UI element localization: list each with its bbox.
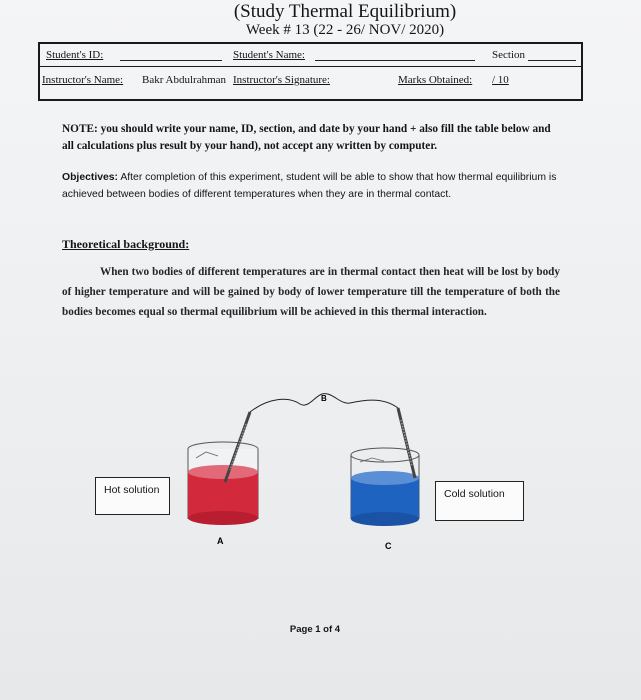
objectives-text: After completion of this experiment, student will be able to show that how thermal equilibrium is achieved between bodies of different temperatures when they are in thermal contact. <box>62 172 557 200</box>
student-name-field <box>315 48 475 61</box>
info-divider <box>40 66 581 67</box>
marks-value: / 10 <box>492 74 509 86</box>
objectives-paragraph <box>62 170 562 203</box>
student-info-box <box>38 42 583 101</box>
page-number: Page 1 of 4 <box>289 624 341 635</box>
note-paragraph: NOTE: you should write your name, ID, section, and date by your hand + also fill the table below and all calculations plus result by your hand), not accept any written by computer. <box>62 123 551 152</box>
label-a: A <box>217 536 224 546</box>
objectives-label: Objectives: <box>62 172 119 183</box>
instructor-signature-label: Instructor's Signature: <box>233 74 330 86</box>
cold-thermometer <box>398 408 415 478</box>
thermal-equilibrium-diagram <box>0 370 641 570</box>
section-field <box>528 48 576 61</box>
student-name-label: Student's Name: <box>233 49 305 61</box>
label-b: B <box>321 394 327 403</box>
section-label: Section <box>492 49 525 61</box>
student-id-field <box>120 48 222 61</box>
marks-label: Marks Obtained: <box>398 74 473 86</box>
hot-beaker <box>188 442 258 525</box>
theory-heading: Theoretical background: <box>62 237 190 251</box>
student-id-label: Student's ID: <box>46 49 104 61</box>
theory-paragraph <box>62 262 560 322</box>
week-subtitle: Week # 13 (22 - 26/ NOV/ 2020) <box>245 22 445 38</box>
cold-solution-label: Cold solution <box>435 481 524 521</box>
page-title: (Study Thermal Equilibrium) <box>233 1 457 22</box>
hot-solution-label: Hot solution <box>95 477 170 515</box>
theory-text: When two bodies of different temperatures are in thermal contact then heat will be lost by body of higher temperature and will be gained by body of lower temperature till the temperature of both the bodies becomes equal so thermal equilibrium will be achieved in this thermal interaction. <box>62 266 560 318</box>
label-c: C <box>385 541 392 551</box>
instructor-name-value: Bakr Abdulrahman <box>142 74 227 86</box>
cold-beaker <box>351 448 419 526</box>
instructor-name-label: Instructor's Name: <box>42 74 124 86</box>
